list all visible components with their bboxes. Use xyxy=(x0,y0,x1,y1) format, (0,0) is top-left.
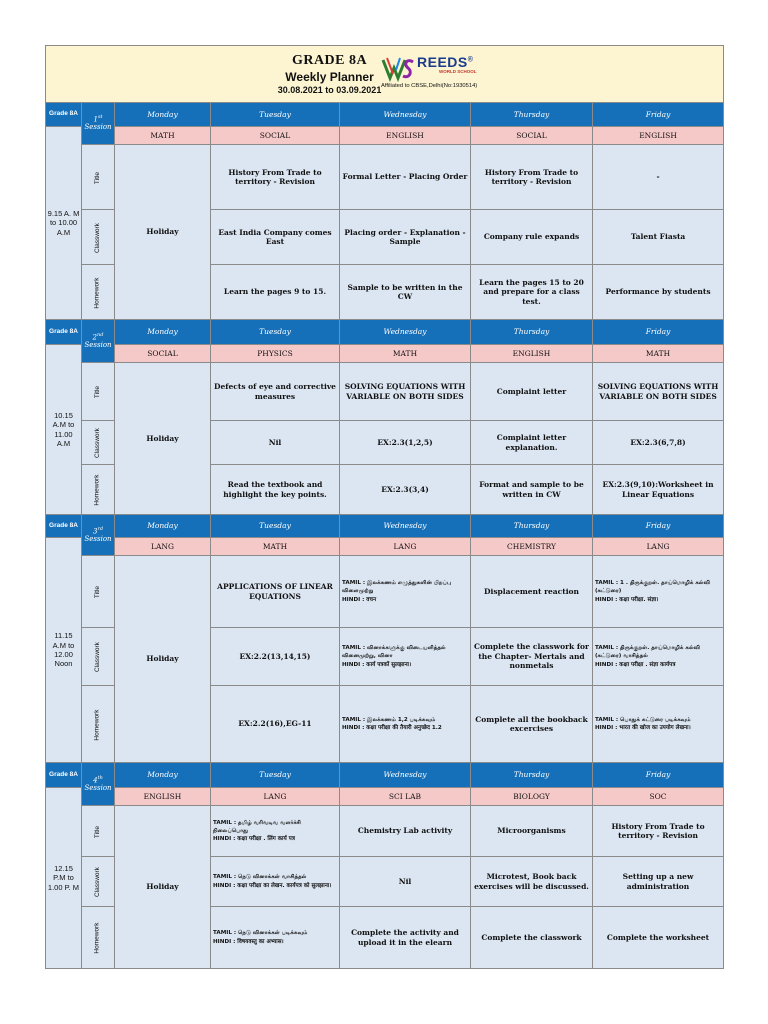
subject-cell: MATH xyxy=(115,127,211,145)
logo-tagline: WORLD SCHOOL xyxy=(439,69,477,74)
day-name-friday: Friday xyxy=(593,103,724,127)
hindi-line: HINDI : भारत की खोज का उपयोग लेखना। xyxy=(595,725,691,731)
day-name-thursday: Thursday xyxy=(471,515,593,538)
title-cell: Defects of eye and corrective measures xyxy=(211,363,340,421)
homework-cell xyxy=(211,907,340,969)
session-word: Session xyxy=(84,534,112,543)
session-time: 10.15 A.M to 11.00 A.M xyxy=(46,345,82,515)
session-number: 4 xyxy=(93,775,98,784)
classwork-cell: EX:2.2(13,14,15) xyxy=(211,628,340,686)
planner-dates: 30.08.2021 to 03.09.2021 xyxy=(277,84,382,95)
classwork-cell xyxy=(340,628,471,686)
homework-cell: Format and sample to be written in CW xyxy=(471,465,593,515)
homework-cell: Complete the activity and upload it in the elearn xyxy=(340,907,471,969)
subject-cell: ENGLISH xyxy=(593,127,724,145)
homework-cell xyxy=(340,686,471,763)
subject-cell: LANG xyxy=(593,538,724,556)
day-name-friday: Friday xyxy=(593,515,724,538)
session-label xyxy=(82,320,115,363)
tamil-line: TAMIL : 1 . திருக்குறள். தாய்மொழிக் கல்வி (கட்டுரை) xyxy=(595,580,710,595)
bilingual-note xyxy=(595,716,721,732)
hindi-line: HINDI : कक्षा परीक्षा की तैयारी अनुच्छेद 1.2 xyxy=(342,725,442,731)
homework-cell: EX:2.2(16),EG-11 xyxy=(211,686,340,763)
homework-label xyxy=(82,907,115,969)
title-label xyxy=(82,556,115,628)
title-cell: History From Trade to territory - Revision xyxy=(471,145,593,210)
classwork-cell: East India Company comes East xyxy=(211,210,340,265)
session-word: Session xyxy=(84,123,112,132)
day-header-row xyxy=(46,103,724,127)
row-label-text: Homework xyxy=(93,277,101,309)
session-suffix: th xyxy=(97,774,103,781)
subject-cell: SCI LAB xyxy=(340,788,471,806)
bilingual-note xyxy=(342,579,468,603)
tamil-line: TAMIL : இலக்கணம் எழுத்துகளின் பிறப்பு விளைமுற்று xyxy=(342,580,452,595)
subject-cell: SOCIAL xyxy=(211,127,340,145)
subject-cell: MATH xyxy=(593,345,724,363)
session-number: 1 xyxy=(93,115,98,124)
tamil-line: TAMIL : நெடு வினாக்கள் வாசித்தல் xyxy=(213,874,307,881)
monday-holiday: Holiday xyxy=(115,806,211,969)
day-name-thursday: Thursday xyxy=(471,763,593,788)
subject-cell: LANG xyxy=(340,538,471,556)
session-word: Session xyxy=(84,783,112,792)
row-label-text: Homework xyxy=(93,709,101,741)
affiliation-text: Affiliated to CBSE,Delhi(No:1930514) xyxy=(381,83,478,89)
homework-cell: Learn the pages 15 to 20 and prepare for a class test. xyxy=(471,265,593,320)
homework-label xyxy=(82,686,115,763)
classwork-cell: Talent Fiasta xyxy=(593,210,724,265)
planner-subtitle: Weekly Planner xyxy=(285,69,374,84)
day-name-monday: Monday xyxy=(115,320,211,345)
title-cell: - xyxy=(593,145,724,210)
title-cell: Complaint letter xyxy=(471,363,593,421)
homework-cell: Sample to be written in the CW xyxy=(340,265,471,320)
hindi-line: HINDI : विषयवस्तु का अभ्यास। xyxy=(213,938,284,945)
row-label-text: Title xyxy=(93,825,101,839)
homework-cell: EX:2.3(9,10):Worksheet in Linear Equations xyxy=(593,465,724,515)
row-label-text: Homework xyxy=(93,474,101,507)
day-name-monday: Monday xyxy=(115,763,211,788)
grade-label: Grade 8A xyxy=(46,320,82,345)
homework-cell xyxy=(593,686,724,763)
title-cell: Formal Letter - Placing Order xyxy=(340,145,471,210)
subject-cell: ENGLISH xyxy=(340,127,471,145)
hindi-line: HINDI : कार्य पत्रकों सुलझाना। xyxy=(342,661,412,668)
row-label-text: Classwork xyxy=(93,428,101,459)
day-name-tuesday: Tuesday xyxy=(211,515,340,538)
subject-row xyxy=(46,127,724,145)
row-label-text: Classwork xyxy=(93,642,101,673)
subject-cell: PHYSICS xyxy=(211,345,340,363)
title-cell: Microorganisms xyxy=(471,806,593,857)
day-name-wednesday: Wednesday xyxy=(340,763,471,788)
classwork-cell: Setting up a new administration xyxy=(593,857,724,907)
day-header-row xyxy=(46,515,724,538)
homework-cell: Performance by students xyxy=(593,265,724,320)
classwork-cell xyxy=(211,857,340,907)
school-logo xyxy=(381,52,489,94)
bilingual-note xyxy=(342,644,468,668)
title-cell: History From Trade to territory - Revision xyxy=(593,806,724,857)
title-cell xyxy=(593,556,724,628)
hindi-line: HINDI : कक्षा परीक्षा. संज्ञा। xyxy=(595,596,659,603)
row-label-text: Title xyxy=(93,386,101,399)
title-cell: Displacement reaction xyxy=(471,556,593,628)
title-cell: APPLICATIONS OF LINEAR EQUATIONS xyxy=(211,556,340,628)
classwork-label xyxy=(82,628,115,686)
day-name-wednesday: Wednesday xyxy=(340,320,471,345)
tamil-line: TAMIL : நெடு வினாக்கள் படிக்கவும் xyxy=(213,930,308,937)
subject-cell: MATH xyxy=(211,538,340,556)
hindi-line: HINDI : कक्षा परीक्षा का लेखन. कार्यपत्र को सुलझाना। xyxy=(213,882,332,889)
day-name-wednesday: Wednesday xyxy=(340,103,471,127)
classwork-label xyxy=(82,857,115,907)
title-cell: SOLVING EQUATIONS WITH VARIABLE ON BOTH SIDES xyxy=(340,363,471,421)
logo-brand: REEDS® xyxy=(417,54,474,70)
hindi-line: HINDI : कक्षा परीक्षा . लिंग कार्य पत्र xyxy=(213,836,295,843)
bilingual-note xyxy=(595,579,721,603)
subject-cell: SOC xyxy=(593,788,724,806)
planner-header xyxy=(46,46,724,103)
homework-cell: Complete the classwork xyxy=(471,907,593,969)
subject-row xyxy=(46,538,724,556)
subject-row xyxy=(46,788,724,806)
tamil-line: TAMIL : வினாக்களுக்கு விடையளித்தல் வினைமுற்று, வினா xyxy=(342,645,446,660)
bilingual-note xyxy=(213,929,337,945)
grade-label: Grade 8A xyxy=(46,515,82,538)
title-label xyxy=(82,363,115,421)
subject-cell: ENGLISH xyxy=(115,788,211,806)
classwork-cell: Nil xyxy=(211,421,340,465)
homework-cell: Complete the worksheet xyxy=(593,907,724,969)
subject-cell: LANG xyxy=(211,788,340,806)
title-row xyxy=(46,806,724,857)
row-label-text: Title xyxy=(93,586,101,599)
classwork-cell: Microtest, Book back exercises will be discussed. xyxy=(471,857,593,907)
planner-title: GRADE 8A xyxy=(291,53,368,68)
classwork-label xyxy=(82,421,115,465)
session-word: Session xyxy=(84,340,112,349)
session-time: 12.15 P.M to 1.00 P. M xyxy=(46,788,82,969)
homework-label xyxy=(82,465,115,515)
session-suffix: st xyxy=(97,114,103,121)
tamil-line: TAMIL : தமிழ் வரிவடிவ வளர்ச்சி நிலைப்பொது xyxy=(213,819,301,834)
title-label xyxy=(82,145,115,210)
grade-label: Grade 8A xyxy=(46,763,82,788)
session-suffix: rd xyxy=(97,525,104,532)
classwork-label xyxy=(82,210,115,265)
title-cell xyxy=(340,556,471,628)
subject-cell: SOCIAL xyxy=(115,345,211,363)
day-header-row xyxy=(46,763,724,788)
bilingual-note xyxy=(342,716,468,732)
title-cell: SOLVING EQUATIONS WITH VARIABLE ON BOTH SIDES xyxy=(593,363,724,421)
title-cell xyxy=(211,806,340,857)
weekly-planner-table xyxy=(45,45,724,969)
row-label-text: Classwork xyxy=(93,223,101,253)
title-row xyxy=(46,363,724,421)
homework-cell: EX:2.3(3,4) xyxy=(340,465,471,515)
subject-cell: MATH xyxy=(340,345,471,363)
classwork-cell: EX:2.3(1,2,5) xyxy=(340,421,471,465)
day-header-row xyxy=(46,320,724,345)
session-label xyxy=(82,763,115,806)
homework-cell: Learn the pages 9 to 15. xyxy=(211,265,340,320)
day-name-monday: Monday xyxy=(115,515,211,538)
classwork-cell: EX:2.3(6,7,8) xyxy=(593,421,724,465)
subject-cell: BIOLOGY xyxy=(471,788,593,806)
hindi-line: HINDI : कक्षा परीक्षा . संज्ञा कार्यपत्र xyxy=(595,661,676,668)
day-name-friday: Friday xyxy=(593,320,724,345)
session-time: 11.15 A.M to 12.00 Noon xyxy=(46,538,82,763)
session-number: 3 xyxy=(92,526,98,535)
title-row xyxy=(46,145,724,210)
classwork-cell: Placing order - Explanation - Sample xyxy=(340,210,471,265)
monday-holiday: Holiday xyxy=(115,145,211,320)
row-label-text: Classwork xyxy=(93,867,101,898)
day-name-thursday: Thursday xyxy=(471,320,593,345)
row-label-text: Homework xyxy=(93,922,101,955)
title-cell: Chemistry Lab activity xyxy=(340,806,471,857)
bilingual-note xyxy=(213,819,337,843)
subject-cell: CHEMISTRY xyxy=(471,538,593,556)
day-name-tuesday: Tuesday xyxy=(211,320,340,345)
homework-cell: Read the textbook and highlight the key points. xyxy=(211,465,340,515)
bilingual-note xyxy=(595,644,721,668)
day-name-tuesday: Tuesday xyxy=(211,103,340,127)
day-name-monday: Monday xyxy=(115,103,211,127)
hindi-line: HINDI : वचन xyxy=(342,596,377,603)
title-label xyxy=(82,806,115,857)
subject-cell: ENGLISH xyxy=(471,345,593,363)
subject-row xyxy=(46,345,724,363)
homework-label xyxy=(82,265,115,320)
row-label-text: Title xyxy=(93,171,101,185)
day-name-wednesday: Wednesday xyxy=(340,515,471,538)
day-name-thursday: Thursday xyxy=(471,103,593,127)
homework-cell: Complete all the bookback excercises xyxy=(471,686,593,763)
classwork-cell: Complaint letter explanation. xyxy=(471,421,593,465)
title-row xyxy=(46,556,724,628)
monday-holiday: Holiday xyxy=(115,363,211,515)
day-name-tuesday: Tuesday xyxy=(211,763,340,788)
day-name-friday: Friday xyxy=(593,763,724,788)
subject-cell: LANG xyxy=(115,538,211,556)
grade-label: Grade 8A xyxy=(46,103,82,127)
tamil-line: TAMIL : திருக்குறள். தாய்மொழிக் கல்வி (கட்டுரை) வாசித்தல் xyxy=(595,645,701,660)
session-suffix: nd xyxy=(97,331,104,338)
monday-holiday: Holiday xyxy=(115,556,211,763)
session-time: 9.15 A. M to 10.00 A.M xyxy=(46,127,82,320)
classwork-cell: Complete the classwork for the Chapter- Mertals and nonmetals xyxy=(471,628,593,686)
session-number: 2 xyxy=(92,332,98,341)
subject-cell: SOCIAL xyxy=(471,127,593,145)
title-cell: History From Trade to territory - Revision xyxy=(211,145,340,210)
logo-mark-icon xyxy=(381,54,415,82)
tamil-line: TAMIL : இலக்கணம் 1,2 படிக்கவும் xyxy=(342,716,436,723)
session-label xyxy=(82,103,115,145)
classwork-cell xyxy=(593,628,724,686)
session-label xyxy=(82,515,115,556)
classwork-cell: Nil xyxy=(340,857,471,907)
bilingual-note xyxy=(213,873,337,889)
classwork-cell: Company rule expands xyxy=(471,210,593,265)
tamil-line: TAMIL : பொதுக் கட்டுரை படிக்கவும் xyxy=(595,716,691,723)
